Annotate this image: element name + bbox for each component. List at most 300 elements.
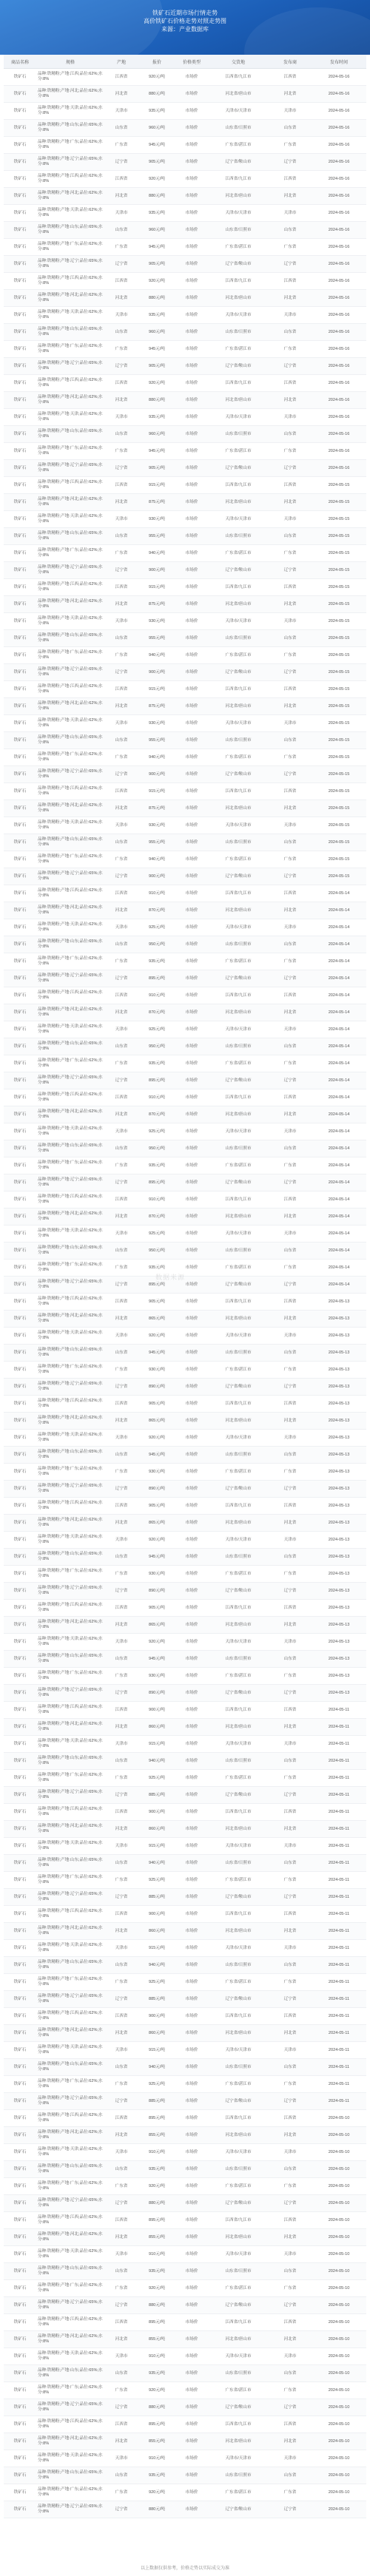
table-row xyxy=(4,1294,366,1311)
cell-spec: 品种:铁精粉;产地:广东;品位:62%;水分:8% xyxy=(36,2484,104,2501)
cell-publisher: 广东省 xyxy=(269,1055,312,1072)
cell-price: 945元/吨 xyxy=(138,1345,175,1362)
cell-price-type: 市场价 xyxy=(175,2246,208,2263)
cell-price-type: 市场价 xyxy=(175,120,208,137)
cell-price: 895元/吨 xyxy=(138,2110,175,2127)
cell-delivery: 辽宁省/鞍山市 xyxy=(208,664,269,681)
cell-date: 2024-05-16 xyxy=(312,222,366,239)
cell-price-type: 市场价 xyxy=(175,1566,208,1583)
cell-origin: 山东省 xyxy=(104,2467,138,2484)
cell-delivery: 山东省/日照市 xyxy=(208,1345,269,1362)
cell-price: 935元/吨 xyxy=(138,2365,175,2382)
cell-product: 铁矿石 xyxy=(4,2348,36,2365)
cell-price-type: 市场价 xyxy=(175,2297,208,2314)
cell-product: 铁矿石 xyxy=(4,664,36,681)
table-row xyxy=(4,936,366,953)
cell-date: 2024-05-10 xyxy=(312,2348,366,2365)
cell-date: 2024-05-16 xyxy=(312,103,366,120)
table-row xyxy=(4,1804,366,1821)
table-row xyxy=(4,511,366,528)
cell-date: 2024-05-10 xyxy=(312,2416,366,2433)
cell-spec: 品种:铁精粉;产地:天津;品位:62%;水分:8% xyxy=(36,1430,104,1447)
cell-origin: 山东省 xyxy=(104,222,138,239)
cell-product: 铁矿石 xyxy=(4,273,36,290)
cell-spec: 品种:铁精粉;产地:广东;品位:62%;水分:8% xyxy=(36,1157,104,1174)
cell-price-type: 市场价 xyxy=(175,205,208,222)
cell-price-type: 市场价 xyxy=(175,1123,208,1140)
cell-delivery: 江西省/九江市 xyxy=(208,375,269,392)
cell-publisher: 天津市 xyxy=(269,103,312,120)
cell-price: 940元/吨 xyxy=(138,1855,175,1872)
cell-publisher: 河北省 xyxy=(269,1413,312,1430)
cell-date: 2024-05-16 xyxy=(312,273,366,290)
cell-delivery: 江西省/九江市 xyxy=(208,1498,269,1515)
cell-spec: 品种:铁精粉;产地:天津;品位:62%;水分:8% xyxy=(36,1021,104,1038)
cell-delivery: 河北省/唐山市 xyxy=(208,290,269,307)
table-row xyxy=(4,1481,366,1498)
cell-spec: 品种:铁精粉;产地:辽宁;品位:65%;水分:8% xyxy=(36,1072,104,1089)
cell-delivery: 江西省/九江市 xyxy=(208,783,269,800)
cell-price-type: 市场价 xyxy=(175,2059,208,2076)
cell-spec: 品种:铁精粉;产地:山东;品位:65%;水分:8% xyxy=(36,426,104,443)
cell-price: 905元/吨 xyxy=(138,1600,175,1617)
cell-spec: 品种:铁精粉;产地:天津;品位:62%;水分:8% xyxy=(36,2144,104,2161)
cell-price-type: 市场价 xyxy=(175,1906,208,1923)
cell-product: 铁矿石 xyxy=(4,2399,36,2416)
cell-date: 2024-05-10 xyxy=(312,2314,366,2331)
cell-publisher: 河北省 xyxy=(269,494,312,511)
cell-publisher: 辽宁省 xyxy=(269,256,312,273)
cell-price: 885元/吨 xyxy=(138,2093,175,2110)
cell-delivery: 广东省/湛江市 xyxy=(208,953,269,970)
cell-product: 铁矿石 xyxy=(4,2212,36,2229)
cell-origin: 山东省 xyxy=(104,1651,138,1668)
table-row xyxy=(4,1583,366,1600)
price-table xyxy=(4,55,366,2518)
cell-publisher: 天津市 xyxy=(269,1021,312,1038)
cell-price-type: 市场价 xyxy=(175,1991,208,2008)
cell-price-type: 市场价 xyxy=(175,1957,208,1974)
cell-price-type: 市场价 xyxy=(175,1702,208,1719)
table-row xyxy=(4,1957,366,1974)
cell-delivery: 辽宁省/鞍山市 xyxy=(208,2093,269,2110)
cell-delivery: 辽宁省/鞍山市 xyxy=(208,766,269,783)
cell-origin: 天津市 xyxy=(104,409,138,426)
cell-price-type: 市场价 xyxy=(175,647,208,664)
table-row xyxy=(4,902,366,919)
cell-price-type: 市场价 xyxy=(175,69,208,86)
cell-origin: 河北省 xyxy=(104,1515,138,1532)
table-row xyxy=(4,375,366,392)
cell-price: 960元/吨 xyxy=(138,324,175,341)
cell-publisher: 江西省 xyxy=(269,987,312,1004)
cell-price: 940元/吨 xyxy=(138,851,175,868)
cell-date: 2024-05-14 xyxy=(312,1140,366,1157)
cell-delivery: 天津市/天津市 xyxy=(208,2246,269,2263)
cell-spec: 品种:铁精粉;产地:天津;品位:62%;水分:8% xyxy=(36,2246,104,2263)
cell-origin: 河北省 xyxy=(104,290,138,307)
cell-spec: 品种:铁精粉;产地:河北;品位:62%;水分:8% xyxy=(36,1923,104,1940)
cell-product: 铁矿石 xyxy=(4,2042,36,2059)
cell-price: 880元/吨 xyxy=(138,2399,175,2416)
cell-product: 铁矿石 xyxy=(4,1923,36,1940)
cell-spec: 品种:铁精粉;产地:河北;品位:62%;水分:8% xyxy=(36,1821,104,1838)
cell-date: 2024-05-14 xyxy=(312,1089,366,1106)
cell-price-type: 市场价 xyxy=(175,460,208,477)
cell-date: 2024-05-11 xyxy=(312,1991,366,2008)
cell-price: 875元/吨 xyxy=(138,596,175,613)
cell-price-type: 市场价 xyxy=(175,426,208,443)
cell-spec: 品种:铁精粉;产地:广东;品位:62%;水分:8% xyxy=(36,2178,104,2195)
cell-spec: 品种:铁精粉;产地:河北;品位:62%;水分:8% xyxy=(36,1004,104,1021)
cell-price: 860元/吨 xyxy=(138,1923,175,1940)
table-header-row xyxy=(4,55,366,69)
cell-price-type: 市场价 xyxy=(175,630,208,647)
cell-price-type: 市场价 xyxy=(175,1226,208,1243)
cell-price-type: 市场价 xyxy=(175,2025,208,2042)
cell-product: 铁矿石 xyxy=(4,256,36,273)
cell-product: 铁矿石 xyxy=(4,1311,36,1328)
cell-date: 2024-05-13 xyxy=(312,1668,366,1685)
cell-origin: 江西省 xyxy=(104,2110,138,2127)
cell-product: 铁矿石 xyxy=(4,681,36,698)
cell-price: 890元/吨 xyxy=(138,1685,175,1702)
table-row xyxy=(4,443,366,460)
cell-spec: 品种:铁精粉;产地:天津;品位:62%;水分:8% xyxy=(36,307,104,324)
cell-product: 铁矿石 xyxy=(4,1038,36,1055)
table-row xyxy=(4,1430,366,1447)
table-row xyxy=(4,307,366,324)
cell-publisher: 天津市 xyxy=(269,1328,312,1345)
cell-price: 910元/吨 xyxy=(138,987,175,1004)
cell-spec: 品种:铁精粉;产地:山东;品位:65%;水分:8% xyxy=(36,1140,104,1157)
cell-origin: 山东省 xyxy=(104,630,138,647)
cell-delivery: 江西省/九江市 xyxy=(208,1600,269,1617)
cell-price: 900元/吨 xyxy=(138,1702,175,1719)
table-row xyxy=(4,1923,366,1940)
cell-price: 905元/吨 xyxy=(138,1498,175,1515)
cell-price-type: 市场价 xyxy=(175,2348,208,2365)
cell-date: 2024-05-11 xyxy=(312,1838,366,1855)
cell-price: 940元/吨 xyxy=(138,545,175,562)
cell-publisher: 山东省 xyxy=(269,1140,312,1157)
cell-publisher: 江西省 xyxy=(269,1089,312,1106)
cell-product: 铁矿石 xyxy=(4,2093,36,2110)
cell-spec: 品种:铁精粉;产地:广东;品位:62%;水分:8% xyxy=(36,851,104,868)
cell-spec: 品种:铁精粉;产地:辽宁;品位:65%;水分:8% xyxy=(36,154,104,171)
cell-publisher: 河北省 xyxy=(269,86,312,103)
cell-date: 2024-05-13 xyxy=(312,1345,366,1362)
cell-spec: 品种:铁精粉;产地:江西;品位:62%;水分:8% xyxy=(36,1089,104,1106)
col-header-origin: 产地 xyxy=(104,55,138,69)
cell-spec: 品种:铁精粉;产地:河北;品位:62%;水分:8% xyxy=(36,392,104,409)
table-row xyxy=(4,341,366,358)
table-row xyxy=(4,851,366,868)
col-header-price: 报价 xyxy=(138,55,175,69)
table-row xyxy=(4,545,366,562)
cell-price-type: 市场价 xyxy=(175,664,208,681)
cell-spec: 品种:铁精粉;产地:河北;品位:62%;水分:8% xyxy=(36,2229,104,2246)
cell-price: 945元/吨 xyxy=(138,443,175,460)
cell-product: 铁矿石 xyxy=(4,970,36,987)
cell-publisher: 河北省 xyxy=(269,1311,312,1328)
cell-product: 铁矿石 xyxy=(4,749,36,766)
cell-delivery: 江西省/九江市 xyxy=(208,273,269,290)
cell-date: 2024-05-14 xyxy=(312,1123,366,1140)
cell-delivery: 山东省/日照市 xyxy=(208,2161,269,2178)
cell-publisher: 山东省 xyxy=(269,2365,312,2382)
cell-publisher: 天津市 xyxy=(269,1736,312,1753)
cell-publisher: 广东省 xyxy=(269,1872,312,1889)
cell-price: 860元/吨 xyxy=(138,2025,175,2042)
cell-spec: 品种:铁精粉;产地:辽宁;品位:65%;水分:8% xyxy=(36,2195,104,2212)
cell-publisher: 天津市 xyxy=(269,613,312,630)
cell-publisher: 山东省 xyxy=(269,2161,312,2178)
table-row xyxy=(4,1396,366,1413)
cell-delivery: 天津市/天津市 xyxy=(208,1226,269,1243)
cell-product: 铁矿石 xyxy=(4,1396,36,1413)
cell-price-type: 市场价 xyxy=(175,1464,208,1481)
cell-product: 铁矿石 xyxy=(4,2365,36,2382)
cell-date: 2024-05-14 xyxy=(312,1157,366,1174)
cell-price-type: 市场价 xyxy=(175,1804,208,1821)
table-row xyxy=(4,647,366,664)
cell-date: 2024-05-13 xyxy=(312,1311,366,1328)
table-row xyxy=(4,1226,366,1243)
table-row xyxy=(4,2331,366,2348)
table-row xyxy=(4,1413,366,1430)
cell-price-type: 市场价 xyxy=(175,868,208,885)
cell-product: 铁矿石 xyxy=(4,579,36,596)
cell-price-type: 市场价 xyxy=(175,2110,208,2127)
table-row xyxy=(4,1345,366,1362)
cell-origin: 辽宁省 xyxy=(104,2093,138,2110)
cell-price-type: 市场价 xyxy=(175,2212,208,2229)
cell-price: 885元/吨 xyxy=(138,1991,175,2008)
cell-product: 铁矿石 xyxy=(4,1719,36,1736)
cell-origin: 辽宁省 xyxy=(104,358,138,375)
table-body xyxy=(4,69,366,2518)
price-table-container xyxy=(4,55,366,2518)
cell-price: 925元/吨 xyxy=(138,1974,175,1991)
cell-price-type: 市场价 xyxy=(175,2195,208,2212)
cell-publisher: 广东省 xyxy=(269,953,312,970)
cell-spec: 品种:铁精粉;产地:广东;品位:62%;水分:8% xyxy=(36,239,104,256)
cell-delivery: 河北省/唐山市 xyxy=(208,1923,269,1940)
cell-date: 2024-05-14 xyxy=(312,919,366,936)
cell-origin: 天津市 xyxy=(104,1328,138,1345)
cell-price: 945元/吨 xyxy=(138,137,175,154)
watermark: 数据来源 xyxy=(155,1274,186,1281)
cell-date: 2024-05-11 xyxy=(312,1923,366,1940)
cell-origin: 天津市 xyxy=(104,2144,138,2161)
cell-publisher: 广东省 xyxy=(269,1770,312,1787)
table-row xyxy=(4,137,366,154)
cell-product: 铁矿石 xyxy=(4,1123,36,1140)
cell-delivery: 江西省/九江市 xyxy=(208,1804,269,1821)
cell-price-type: 市场价 xyxy=(175,171,208,188)
cell-price-type: 市场价 xyxy=(175,2416,208,2433)
cell-origin: 广东省 xyxy=(104,2382,138,2399)
cell-publisher: 广东省 xyxy=(269,1566,312,1583)
cell-spec: 品种:铁精粉;产地:辽宁;品位:65%;水分:8% xyxy=(36,1787,104,1804)
cell-origin: 山东省 xyxy=(104,2059,138,2076)
cell-price-type: 市场价 xyxy=(175,1617,208,1634)
cell-price: 930元/吨 xyxy=(138,511,175,528)
cell-date: 2024-05-16 xyxy=(312,443,366,460)
cell-price: 910元/吨 xyxy=(138,2348,175,2365)
cell-origin: 辽宁省 xyxy=(104,2195,138,2212)
cell-price: 920元/吨 xyxy=(138,2382,175,2399)
cell-origin: 河北省 xyxy=(104,1923,138,1940)
cell-date: 2024-05-10 xyxy=(312,2331,366,2348)
cell-origin: 广东省 xyxy=(104,1770,138,1787)
cell-delivery: 江西省/九江市 xyxy=(208,579,269,596)
cell-product: 铁矿石 xyxy=(4,409,36,426)
cell-product: 铁矿石 xyxy=(4,783,36,800)
cell-price: 895元/吨 xyxy=(138,2416,175,2433)
cell-price: 935元/吨 xyxy=(138,1055,175,1072)
cell-publisher: 辽宁省 xyxy=(269,868,312,885)
table-row xyxy=(4,1787,366,1804)
cell-price-type: 市场价 xyxy=(175,1855,208,1872)
cell-origin: 广东省 xyxy=(104,1362,138,1379)
cell-origin: 河北省 xyxy=(104,2127,138,2144)
table-row xyxy=(4,2161,366,2178)
cell-spec: 品种:铁精粉;产地:山东;品位:65%;水分:8% xyxy=(36,1753,104,1770)
table-row xyxy=(4,494,366,511)
cell-price-type: 市场价 xyxy=(175,579,208,596)
cell-delivery: 江西省/九江市 xyxy=(208,2314,269,2331)
cell-delivery: 辽宁省/鞍山市 xyxy=(208,2195,269,2212)
cell-price-type: 市场价 xyxy=(175,2399,208,2416)
cell-price-type: 市场价 xyxy=(175,2433,208,2450)
cell-spec: 品种:铁精粉;产地:天津;品位:62%;水分:8% xyxy=(36,205,104,222)
table-row xyxy=(4,239,366,256)
cell-price: 920元/吨 xyxy=(138,2178,175,2195)
table-row xyxy=(4,2314,366,2331)
cell-price: 920元/吨 xyxy=(138,1430,175,1447)
cell-publisher: 广东省 xyxy=(269,545,312,562)
table-row xyxy=(4,460,366,477)
cell-date: 2024-05-15 xyxy=(312,749,366,766)
cell-date: 2024-05-15 xyxy=(312,868,366,885)
cell-spec: 品种:铁精粉;产地:广东;品位:62%;水分:8% xyxy=(36,1362,104,1379)
cell-spec: 品种:铁精粉;产地:天津;品位:62%;水分:8% xyxy=(36,919,104,936)
cell-origin: 辽宁省 xyxy=(104,1685,138,1702)
cell-origin: 天津市 xyxy=(104,1123,138,1140)
cell-date: 2024-05-13 xyxy=(312,1532,366,1549)
table-row xyxy=(4,1038,366,1055)
cell-spec: 品种:铁精粉;产地:辽宁;品位:65%;水分:8% xyxy=(36,970,104,987)
cell-delivery: 江西省/九江市 xyxy=(208,69,269,86)
cell-spec: 品种:铁精粉;产地:河北;品位:62%;水分:8% xyxy=(36,1617,104,1634)
cell-price-type: 市场价 xyxy=(175,1940,208,1957)
cell-date: 2024-05-13 xyxy=(312,1634,366,1651)
cell-delivery: 河北省/唐山市 xyxy=(208,1821,269,1838)
cell-product: 铁矿石 xyxy=(4,2280,36,2297)
cell-spec: 品种:铁精粉;产地:河北;品位:62%;水分:8% xyxy=(36,1208,104,1226)
cell-price: 900元/吨 xyxy=(138,664,175,681)
cell-date: 2024-05-11 xyxy=(312,1804,366,1821)
cell-date: 2024-05-16 xyxy=(312,154,366,171)
cell-price: 905元/吨 xyxy=(138,1294,175,1311)
table-row xyxy=(4,1362,366,1379)
cell-origin: 江西省 xyxy=(104,2416,138,2433)
cell-price: 945元/吨 xyxy=(138,1651,175,1668)
cell-product: 铁矿石 xyxy=(4,1906,36,1923)
cell-spec: 品种:铁精粉;产地:广东;品位:62%;水分:8% xyxy=(36,341,104,358)
cell-publisher: 天津市 xyxy=(269,409,312,426)
cell-product: 铁矿石 xyxy=(4,1736,36,1753)
cell-price-type: 市场价 xyxy=(175,800,208,817)
table-row xyxy=(4,2093,366,2110)
cell-price: 930元/吨 xyxy=(138,1464,175,1481)
cell-price: 920元/吨 xyxy=(138,69,175,86)
cell-date: 2024-05-11 xyxy=(312,1957,366,1974)
cell-price: 955元/吨 xyxy=(138,630,175,647)
cell-price: 910元/吨 xyxy=(138,1191,175,1208)
table-row xyxy=(4,1634,366,1651)
cell-date: 2024-05-13 xyxy=(312,1396,366,1413)
cell-product: 铁矿石 xyxy=(4,2161,36,2178)
cell-date: 2024-05-13 xyxy=(312,1583,366,1600)
cell-product: 铁矿石 xyxy=(4,2467,36,2484)
table-row xyxy=(4,2025,366,2042)
cell-origin: 天津市 xyxy=(104,1430,138,1447)
cell-product: 铁矿石 xyxy=(4,953,36,970)
cell-price-type: 市场价 xyxy=(175,2365,208,2382)
cell-price-type: 市场价 xyxy=(175,2229,208,2246)
cell-delivery: 河北省/唐山市 xyxy=(208,2229,269,2246)
cell-price-type: 市场价 xyxy=(175,1821,208,1838)
cell-origin: 辽宁省 xyxy=(104,1481,138,1498)
cell-origin: 广东省 xyxy=(104,1157,138,1174)
cell-date: 2024-05-16 xyxy=(312,86,366,103)
cell-date: 2024-05-15 xyxy=(312,477,366,494)
cell-product: 铁矿石 xyxy=(4,1157,36,1174)
cell-spec: 品种:铁精粉;产地:河北;品位:62%;水分:8% xyxy=(36,188,104,205)
cell-publisher: 天津市 xyxy=(269,1430,312,1447)
table-row xyxy=(4,1974,366,1991)
cell-delivery: 江西省/九江市 xyxy=(208,1702,269,1719)
cell-product: 铁矿石 xyxy=(4,2025,36,2042)
cell-date: 2024-05-11 xyxy=(312,2076,366,2093)
cell-product: 铁矿石 xyxy=(4,324,36,341)
cell-price: 915元/吨 xyxy=(138,2042,175,2059)
cell-product: 铁矿石 xyxy=(4,1140,36,1157)
table-row xyxy=(4,2212,366,2229)
cell-publisher: 广东省 xyxy=(269,1260,312,1277)
cell-publisher: 山东省 xyxy=(269,732,312,749)
table-row xyxy=(4,2110,366,2127)
cell-price: 905元/吨 xyxy=(138,358,175,375)
cell-price: 895元/吨 xyxy=(138,970,175,987)
cell-price-type: 市场价 xyxy=(175,2484,208,2501)
cell-price-type: 市场价 xyxy=(175,1583,208,1600)
cell-price-type: 市场价 xyxy=(175,1634,208,1651)
cell-spec: 品种:铁精粉;产地:江西;品位:62%;水分:8% xyxy=(36,1906,104,1923)
cell-delivery: 山东省/日照市 xyxy=(208,2059,269,2076)
table-row xyxy=(4,2008,366,2025)
cell-price: 915元/吨 xyxy=(138,1940,175,1957)
cell-date: 2024-05-14 xyxy=(312,1021,366,1038)
cell-product: 铁矿石 xyxy=(4,715,36,732)
cell-price: 885元/吨 xyxy=(138,1889,175,1906)
cell-product: 铁矿石 xyxy=(4,1413,36,1430)
cell-spec: 品种:铁精粉;产地:河北;品位:62%;水分:8% xyxy=(36,2025,104,2042)
cell-origin: 山东省 xyxy=(104,120,138,137)
